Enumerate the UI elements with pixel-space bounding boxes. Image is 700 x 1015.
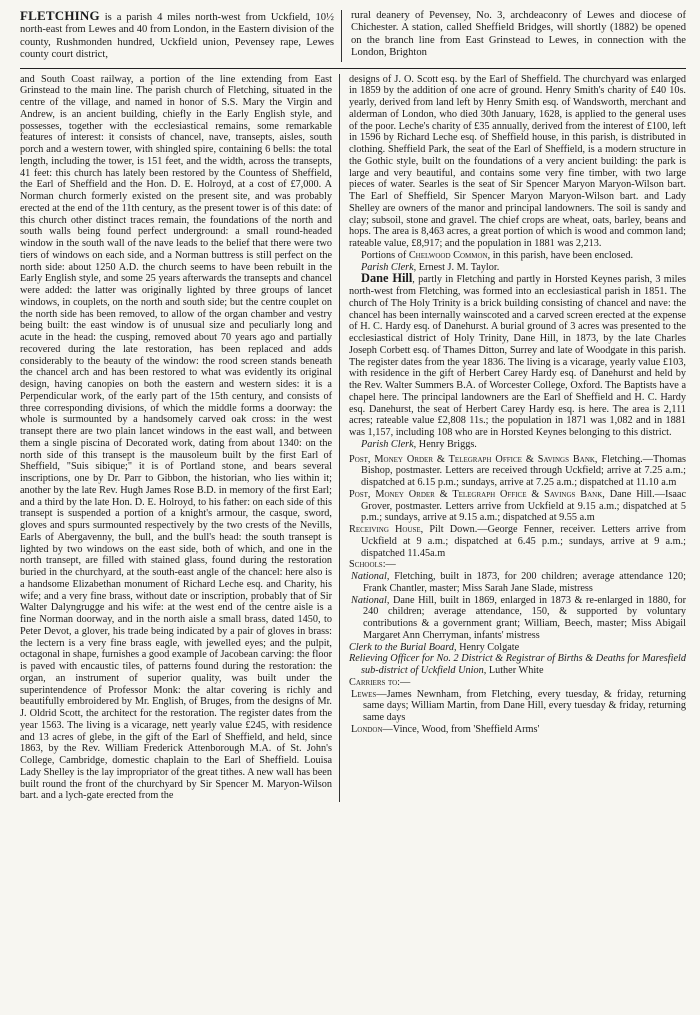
dane-hill-heading: Dane Hill: [361, 271, 413, 286]
commons-note: Portions of Chelwood Common, in this parish, have been enclosed.: [361, 249, 634, 261]
school-fletching: National, Fletching, built in 1873, for 200 children; average attendance 120; Frank Chantler, master; Miss Sarah Jane Slade, mistress: [351, 571, 686, 594]
place-title: FLETCHING: [20, 8, 100, 23]
carriers-heading: Carriers to:—: [349, 676, 411, 688]
left-column: [20, 74, 340, 803]
post-office-dane-hill: Post, Money Order & Telegraph Office & Savings Bank, Dane Hill.—Isaac Grover, postmaster. Letters arrive from Uckfield at 9.15 a.m.; dispatched at 5 p.m.; sundays, arrive at 9.15 a.m.; dispatched at 9.55 a.m: [349, 488, 686, 524]
receiving-house: Receiving House, Pilt Down.—George Fenner, receiver. Letters arrive from Uckfield at 9 a.m.; dispatched at 6.45 p.m.; sundays, arrive at 9 a.m.; dispatched 11.45a.m: [349, 524, 686, 559]
burial-board-clerk: Clerk to the Burial Board, Henry Colgate: [349, 641, 520, 653]
relieving-officer: Relieving Officer for No. 2 District & Registrar of Births & Deaths for Maresfield sub-district of Uckfield Union, Luther White: [349, 653, 686, 677]
right-column: [340, 74, 686, 803]
header-right-text: rural deanery of Pevensey, No. 3, archdeaconry of Lewes and diocese of Chichester. A station, called Sheffield Bridges, will shortly (1882) be opened on the branch line from East Grinstead to Lewes, in connection with the London, Brighton: [351, 10, 686, 59]
header-right-column: [342, 10, 686, 62]
school-dane-hill: National, Dane Hill, built in 1869, enlarged in 1873 & re-enlarged in 1880, for 240 children; average attendance, 150, & supported by voluntary contributions & a government grant; William, Beech, master; Miss Abigail Margaret Ann Cherryman, infants' mistress: [351, 594, 686, 641]
schools-heading: Schools:—: [349, 559, 396, 571]
church-description: and South Coast railway, a portion of the line extending from East Grinstead to the main line. The parish church of Fletching, situated in the centre of the village, and named in honor of S.S. Mary the Virgin and Andrew, is an ancient building, chiefly in the Early English style, and possesses, together with the ecclesiastical remains, some remarkable features of interest: it consists of chancel, nave, transepts, aisles, south porch and a western tower, with shingled spire, containing 6 bells: the total length, including the tower, is 151 feet, and the width, across the transepts, 41 feet: this church has lately been restored by the Countess of Sheffield, the Earl of Sheffield and the Hon. D. E. Holroyd, at a cost of £7,000. A Norman church formerly existed on the present site, and was probably erected at the end of the 11th century, as the present tower is of this date: of this church other distinct traces remain, the foundations of the north and south walls being found perfect underground: a small round-headed window in the south wall of the nave leads to the belief that there were two tiers of windows on each side, and a Norman buttress is still perfect on the north side: about 1250 A.D. the church seems to have been rebuilt in the Early English style, and some 25 years afterwards the transepts and chancel were added: the latter was originally lighted by three groups of lancet windows, in couplets, on the north and south side; but the centre couplet on the north side has been removed, to allow of the organ chamber and vestry being built: the east window is of unusual size and peculiarly long and acute in the head: the cusping, removed about 70 years ago and partially recovered during the late restoration, has been replaced and adds considerably to the beauty of the window: the rood screen stands beneath the chancel arch and has been restored to what was evidently its original design, having canopies on both the eastern and western sides: it is a Perpendicular work, of the early part of the 15th century, and consists of three corresponding divisions, of which the middle forms a doorway: the whole is surmounted by a handsomely carved oak cross: in the west transept there are two plain lancet windows in the east wall, and between them a single piscina of Decorated work, dating from about 1340: on the north side of this transept is the mausoleum built by the first Earl of Sheffield, "Suis sibique;" it is of Portland stone, and bears several inscriptions, one by Dr. Parr to Gibbon, the historian, who lies within it; another by the late Rev. Hugh James Rose B.D. in memory of the first Earl; and a third by the late Hon. D. E. Holroyd, to his father: on each side of this transept is suspended a portion of a knight's armour, the casque, sword, gloves and spurs surmounted respectively by the two crests of the Nevills, Earls of Abergavenny, the bull, and the bull's head: the south transept is lighted by two windows on the east side, both of which, and one in the north transept, are filled with stained glass, found during the restoration buried in the churchyard, at the south-east angle of the chancel: here also is a handsome Elizabethan monument of Richard Leche esq. and Charity, his wife; and a very fine brass, without date or inscription, probably that of Sir Walter Dalyngrugge and his wife: at the west end of the centre aisle is a fine Norman doorway, and in the north aisle a small brass, dated 1450, to Peter Devot, a glover, his trade being indicated by a pair of gloves in brass: the lectern is a very fine brass eagle, with jewelled eyes; and the pulpit, octagonal in shape, furnishes a good example of Jacobean carving: the floor is paved with encaustic tiles, of patterns found during the restoration: the organ, an instrument of superior quality, was built under the superintendence of Professor Monk: the altar covering is richly and beautifully embroidered by Mr. English, of Bruges, from the designs of Mr. J. Oldrid Scott, the architect for the restoration. The register dates from the year 1563. The living is a vicarage, nett yearly value £245, with residence and 13 acres of glebe, in the gift of the Earl of Sheffield, and held, since 1863, by the Rev. William Frederick Attenborough M.A. of St. John's College, Cambridge, domestic chaplain to the Earl of Sheffield. Louisa Lady Shelley is the lay impropriator of the great tithes. A new wall has been built round the front of the churchyard by Sir Spencer M. Maryon-Wilson bart. and a lych-gate erected from the: [20, 73, 332, 802]
post-office-fletching: Post, Money Order & Telegraph Office & Savings Bank, Fletching.—Thomas Bishop, postmaster. Letters are received through Uckfield; arrive at 7.25 a.m.; dispatched at 6.15 p.m.; sundays, arrive at 7.25 a.m.; dispatched at 11.10 a.m: [349, 453, 686, 489]
header-divider: [20, 68, 686, 69]
entry-header: [20, 10, 686, 62]
parish-clerk-dane-hill: Parish Clerk, Henry Briggs.: [361, 438, 477, 450]
carrier-london: London—Vince, Wood, from 'Sheffield Arms': [351, 723, 540, 735]
dane-hill-entry: Dane Hill, partly in Fletching and partly in Horsted Keynes parish, 3 miles north-west from Fletching, was formed into an ecclesiastical parish in 1851. The church of The Holy Trinity is a brick building consisting of chancel and nave: the chancel has been internally wainscoted and a carved screen erected at the expense of H. C. Hardy esq. of Danehurst. A burial ground of 3 acres was presented to the ecclesiastical district of Holy Trinity, Dane Hill, in 1873, by the late Charles Joseph Corbett esq. of Thames Ditton, Surrey and late of Woodgate in this parish. The register dates from the year 1836. The living is a vicarage, yearly value £103, with residence in the gift of Herbert Carey Hardy esq. of Danehurst and held by the Rev. Walter Summers B.A. of Worcester College, Oxford. The Baptists have a chapel here. The principal landowners are the Earl of Sheffield and H. C. Hardy esq. Danehurst, the seat of Herbert Carey Hardy esq. is here. The area is 2,111 acres; rateable value £2,808 11s.; the population in 1871 was 1,082 and in 1881 was 1,157, including 108 who are in Horsted Keynes belonging to this district.: [349, 271, 686, 439]
header-left-text: is a parish 4 miles north-west from Uckfield, 10½ north-east from Lewes and 40 from London, in the Eastern division of the county, Rushmonden hundred, Uckfield union, Pevensey rape, Lewes county court district,: [20, 12, 334, 61]
carrier-lewes: Lewes—James Newnham, from Fletching, every tuesday, & friday, returning same days; William Martin, from Dane Hill, every tuesday & friday, returning same days: [351, 688, 686, 724]
entry-body: [20, 74, 686, 803]
header-left-column: [20, 10, 342, 62]
parish-description: designs of J. O. Scott esq. by the Earl of Sheffield. The churchyard was enlarged in 1859 by the addition of one acre of ground. Henry Smith's charity of £40 10s. yearly, derived from land left by Henry Smith esq. of Wandsworth, merchant and alderman of London, who died 30th January, 1628, is applied to the general uses of the poor. Leche's charity of £35 annually, derived from the interest of £100, left in 1596 by Richard Leche esq. of Sheffield house, in this parish, is distributed in clothing. Sheffield Park, the seat of the Earl of Sheffield, is a modern structure in the Gothic style, built on the foundations of a very ancient building: the park is large and very beautiful, and contains some very fine timber, with two large pieces of water. Searles is the seat of Sir Spencer Maryon Maryon-Wilson bart. The Earl of Sheffield, Sir Spencer Maryon Maryon-Wilson bart. and Lady Shelley are owners of the manor and principal landowners. The soil is sandy and clay; subsoil, stone and gravel. The chief crops are wheat, oats, barley, beans and hops. The area is 8,463 acres, a great portion of which is wood and common land; rateable value, £8,917; and the population in 1881 was 2,213.: [349, 73, 686, 250]
parish-clerk-fletching: Parish Clerk, Ernest J. M. Taylor.: [361, 261, 500, 273]
